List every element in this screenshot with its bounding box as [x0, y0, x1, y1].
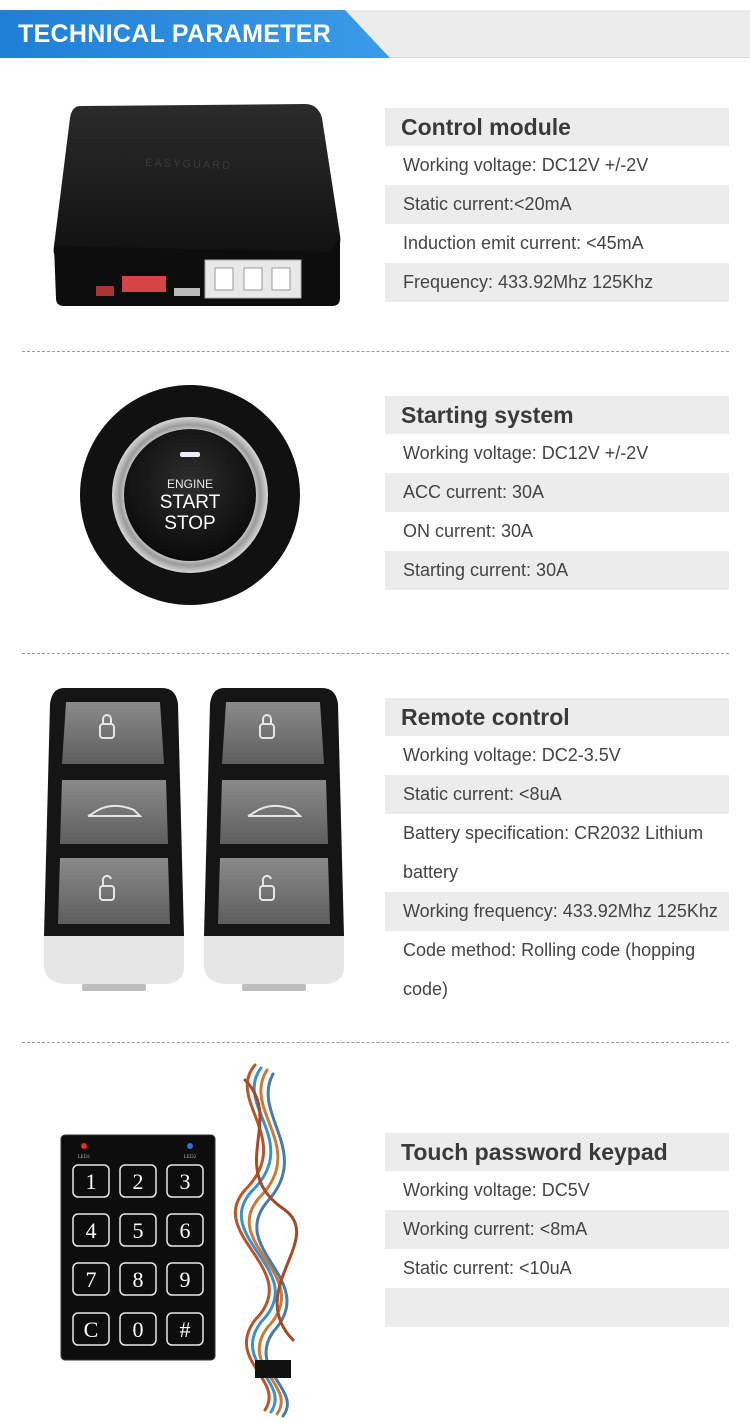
keypad-key-5: 5: [132, 1218, 144, 1243]
remote-control-title: Remote control: [385, 698, 729, 736]
keypad-key-0: 0: [132, 1317, 144, 1342]
keypad-key-7: 7: [85, 1267, 97, 1292]
spec-row: Starting current: 30A: [385, 551, 729, 590]
keypad-key-3: 3: [179, 1169, 191, 1194]
starting-system-specs: [385, 396, 729, 590]
starting-system-section: [0, 380, 750, 630]
touch-keypad-title: Touch password keypad: [385, 1133, 729, 1171]
led1-label: LED1: [77, 1155, 91, 1160]
spec-row: [385, 1288, 729, 1327]
section-divider: [22, 351, 729, 352]
touch-keypad-section: [0, 1055, 750, 1425]
keypad-key-hash: #: [179, 1317, 191, 1342]
spec-row: Induction emit current: <45mA: [403, 233, 644, 253]
control-module-image: [50, 100, 345, 315]
brand-label: EASYGUARD: [144, 157, 233, 173]
spec-row: ACC current: 30A: [385, 473, 729, 512]
led2-label: LED2: [183, 1155, 197, 1160]
spec-row: Static current: <8uA: [385, 775, 729, 814]
spec-row: Static current:<20mA: [385, 185, 729, 224]
keypad-key-9: 9: [179, 1267, 191, 1292]
keypad-key-1: 1: [85, 1169, 97, 1194]
spec-row: Working voltage: DC12V +/-2V: [403, 443, 649, 463]
spec-row: Working voltage: DC5V: [403, 1180, 590, 1200]
spec-row: Working voltage: DC2-3.5V: [403, 745, 621, 765]
spec-row: ON current: 30A: [403, 521, 534, 541]
keypad-key-2: 2: [132, 1169, 144, 1194]
keypad-key-8: 8: [132, 1267, 144, 1292]
remote-keys-image: [42, 688, 347, 996]
remote-control-specs: [385, 698, 729, 1009]
page-title: TECHNICAL PARAMETER: [18, 20, 332, 48]
keypad-key-c: C: [83, 1317, 99, 1342]
keypad-key-4: 4: [85, 1218, 97, 1243]
section-divider: [22, 653, 729, 654]
keypad-key-6: 6: [179, 1218, 191, 1243]
section-divider: [22, 1042, 729, 1043]
button-text-start: START: [159, 492, 221, 513]
spec-row: Static current: <10uA: [403, 1258, 572, 1278]
button-text-stop: STOP: [164, 513, 216, 534]
start-stop-button-image: [78, 384, 302, 606]
spec-row: Code method: Rolling code (hopping code): [403, 940, 696, 999]
spec-row: Frequency: 433.92Mhz 125Khz: [385, 263, 729, 302]
button-text-engine: ENGINE: [166, 477, 214, 491]
remote-control-section: [0, 680, 750, 1020]
spec-row: Working frequency: 433.92Mhz 125Khz: [385, 892, 729, 931]
control-module-section: [0, 90, 750, 340]
section-header: [0, 10, 750, 58]
keypad-image: [55, 1060, 330, 1420]
control-module-title: Control module: [385, 108, 729, 146]
spec-row: Working voltage: DC12V +/-2V: [403, 155, 649, 175]
spec-row: Battery specification: CR2032 Lithium battery: [403, 823, 704, 882]
control-module-specs: [385, 108, 729, 302]
touch-keypad-specs: [385, 1133, 729, 1327]
starting-system-title: Starting system: [385, 396, 729, 434]
spec-row: Working current: <8mA: [385, 1210, 729, 1249]
